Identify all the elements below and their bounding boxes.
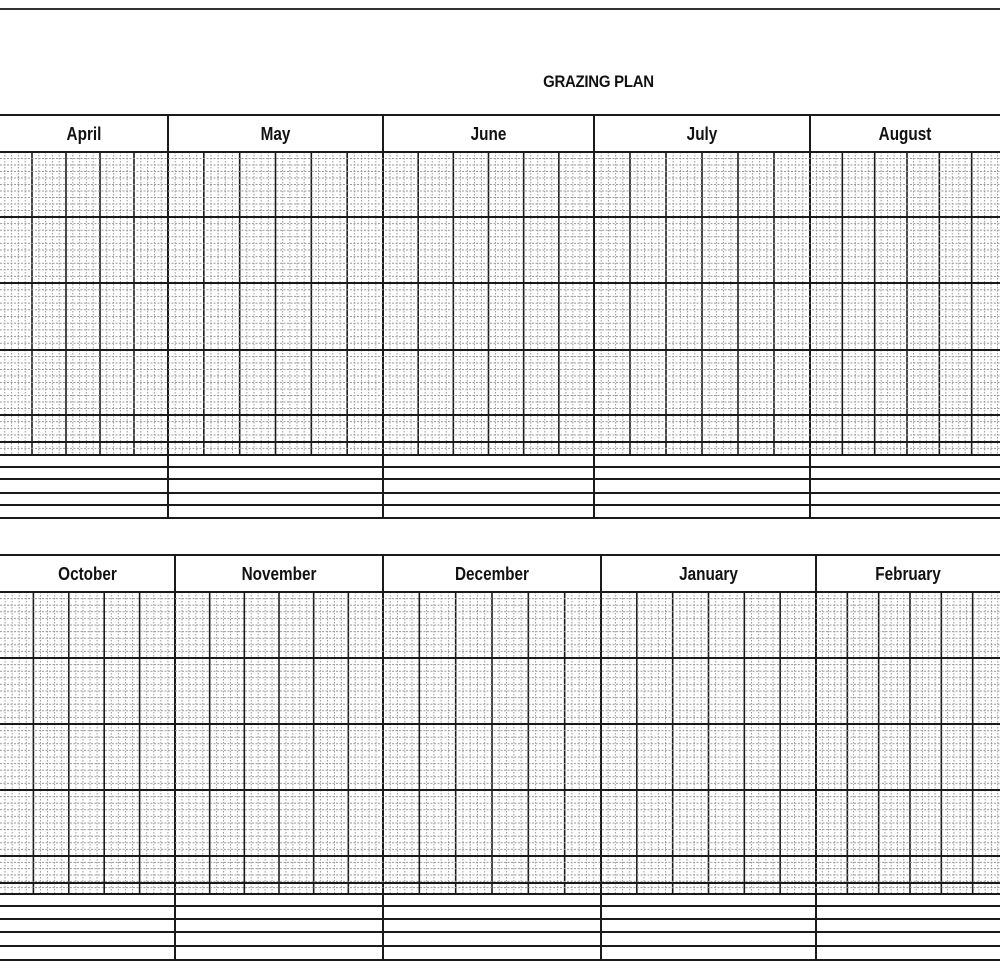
month-label-july: July bbox=[686, 124, 718, 144]
month-label-december: December bbox=[454, 564, 529, 584]
month-label-october: October bbox=[58, 564, 117, 584]
month-label-january: January bbox=[679, 564, 738, 584]
month-label-august: August bbox=[878, 124, 932, 144]
month-label-february: February bbox=[875, 564, 941, 584]
month-label-may: May bbox=[260, 124, 291, 144]
page-title: GRAZING PLAN bbox=[543, 72, 654, 91]
month-label-june: June bbox=[470, 124, 507, 144]
month-label-april: April bbox=[66, 124, 102, 144]
month-label-november: November bbox=[241, 564, 317, 584]
